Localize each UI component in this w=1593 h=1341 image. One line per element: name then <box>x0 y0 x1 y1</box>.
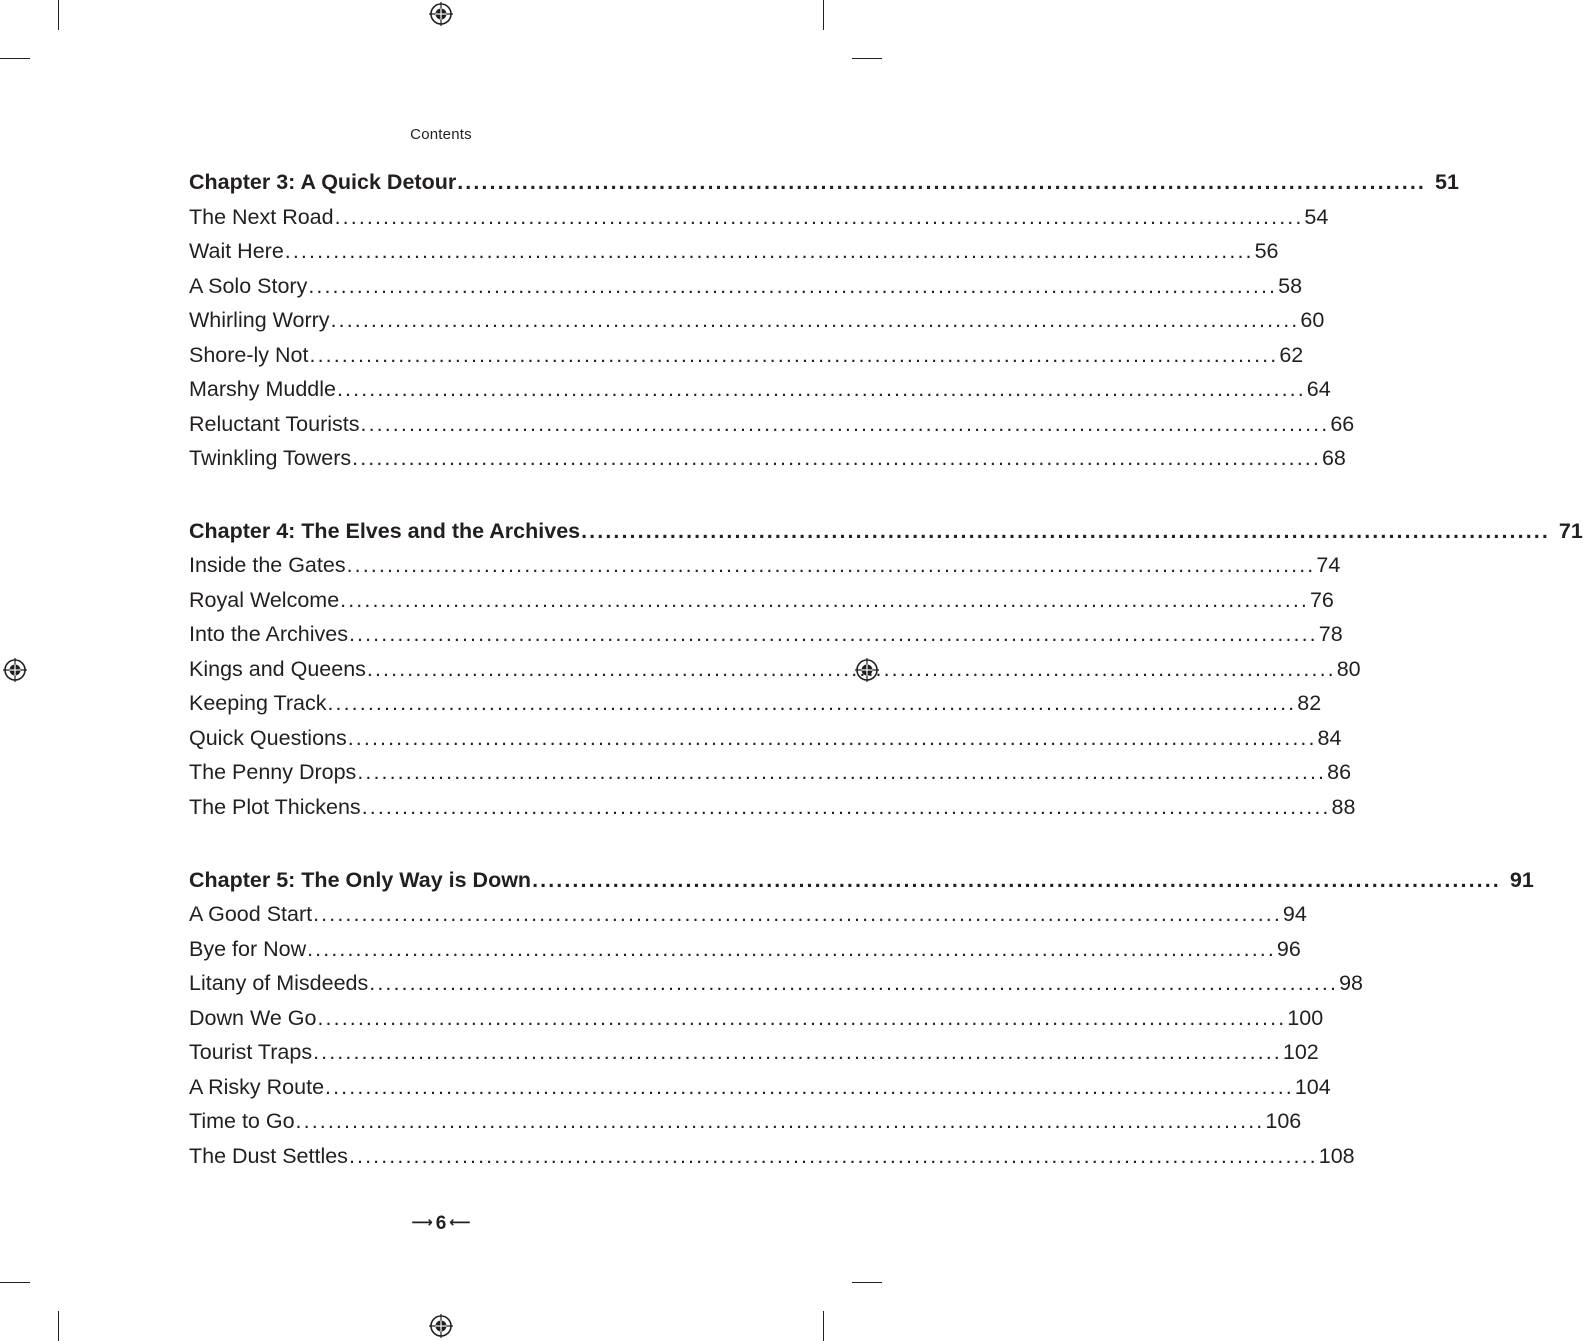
entry-title: Quick Questions <box>189 725 347 750</box>
entry-page-number: 108 <box>1318 1143 1355 1168</box>
entry-title: A Risky Route <box>189 1074 325 1099</box>
entry-title: Litany of Misdeeds <box>189 971 369 996</box>
crop-mark-top-left <box>58 0 59 30</box>
chapter-title: Chapter 5: The Only Way is Down <box>189 867 532 892</box>
dot-leader: ........................................................................................................................ <box>361 794 1331 819</box>
entry-title: The Dust Settles <box>189 1143 348 1168</box>
entry-title: A Good Start <box>189 902 313 927</box>
entry-title: The Next Road <box>189 204 334 229</box>
chapter-5-section <box>189 867 1534 1179</box>
toc-entry[interactable] <box>189 273 1303 309</box>
entry-title: Keeping Track <box>189 691 327 716</box>
registration-mark-bottom-icon <box>429 1314 453 1338</box>
entry-page-number: 86 <box>1327 760 1352 785</box>
entry-title: Wait Here <box>189 239 284 263</box>
chapter-title: Chapter 4: The Elves and the Archives <box>189 518 581 543</box>
crop-mark-bottom-right <box>823 1311 824 1341</box>
entry-title: Into the Archives <box>189 622 348 647</box>
dot-leader: ........................................................................................................................ <box>369 971 1339 996</box>
dot-leader: ........................................................................................................................ <box>307 936 1276 961</box>
chapter-page-number: 91 <box>1509 867 1534 892</box>
entry-page-number: 64 <box>1306 377 1331 401</box>
dot-leader: ........................................................................................................................ <box>334 204 1304 229</box>
crop-mark-top-right <box>823 0 824 30</box>
toc-entry[interactable] <box>189 622 1343 657</box>
dot-leader: ........................................................................................................................ <box>346 553 1316 578</box>
entry-title: Twinkling Towers <box>189 446 352 470</box>
dot-leader: ........................................................................................................................ <box>348 1143 1318 1168</box>
dot-leader: ........................................................................................................................ <box>284 239 1254 263</box>
chapter-5-heading[interactable] <box>189 867 1534 903</box>
dot-leader: ........................................................................................................................ <box>348 622 1318 647</box>
entry-page-number: 104 <box>1294 1074 1331 1099</box>
crop-mark-bottom-left <box>58 1311 59 1341</box>
toc-entry[interactable] <box>189 1005 1324 1041</box>
entry-page-number: 62 <box>1279 342 1304 367</box>
entry-page-number: 100 <box>1287 1005 1324 1030</box>
dot-leader: ........................................................................................................................ <box>347 725 1317 750</box>
entry-title: Time to Go <box>189 1109 295 1134</box>
chapter-page-number: 51 <box>1435 170 1459 194</box>
toc-entry[interactable] <box>189 1074 1331 1110</box>
chapter-3-section <box>189 170 1459 481</box>
toc-entry[interactable] <box>189 1040 1319 1075</box>
dot-leader: ........................................................................................................................ <box>309 342 1279 367</box>
toc-entry[interactable] <box>189 760 1352 795</box>
arrow-right-icon: ⟶ <box>411 1214 433 1231</box>
entry-page-number: 56 <box>1254 239 1279 263</box>
entry-page-number: 58 <box>1278 273 1303 298</box>
toc-entry[interactable] <box>189 1109 1302 1144</box>
toc-entry[interactable] <box>189 411 1355 447</box>
entry-page-number: 76 <box>1309 587 1334 612</box>
dot-leader: ........................................................................................................................ <box>366 656 1336 681</box>
toc-entry[interactable] <box>189 902 1307 937</box>
entry-page-number: 78 <box>1318 622 1343 647</box>
entry-page-number: 102 <box>1282 1040 1319 1065</box>
dot-leader: ........................................................................................................................ <box>360 411 1330 436</box>
chapter-4-heading[interactable] <box>189 518 1583 554</box>
dot-leader: ........................................................................................................................ <box>313 1040 1282 1065</box>
entry-title: The Plot Thickens <box>189 794 361 819</box>
chapter-title: Chapter 3: A Quick Detour <box>189 170 457 194</box>
entry-title: Down We Go <box>189 1005 317 1030</box>
toc-entry[interactable] <box>189 377 1331 412</box>
entry-page-number: 84 <box>1317 725 1342 750</box>
page-folio <box>0 1213 882 1235</box>
registration-mark-top-icon <box>429 2 453 26</box>
chapter-3-heading[interactable] <box>189 170 1459 205</box>
crop-mark-left-top <box>0 58 30 59</box>
toc-entry[interactable] <box>189 204 1329 240</box>
dot-leader: ........................................................................................................................ <box>357 760 1327 785</box>
entry-page-number: 94 <box>1282 902 1307 927</box>
toc-entry[interactable] <box>189 342 1304 378</box>
entry-title: Kings and Queens <box>189 656 366 681</box>
toc-entry[interactable] <box>189 553 1341 588</box>
chapter-page-number: 71 <box>1558 518 1583 543</box>
entry-page-number: 54 <box>1304 204 1329 229</box>
dot-leader: ........................................................................................................................ <box>457 170 1427 194</box>
dot-leader: ........................................................................................................................ <box>325 1074 1294 1099</box>
toc-entry[interactable] <box>189 1143 1355 1179</box>
dot-leader: ........................................................................................................................ <box>308 273 1278 298</box>
entry-title: Whirling Worry <box>189 308 330 332</box>
dot-leader: ........................................................................................................................ <box>295 1109 1265 1134</box>
dot-leader: ........................................................................................................................ <box>340 587 1309 612</box>
entry-title: Shore-ly Not <box>189 342 309 367</box>
entry-title: Bye for Now <box>189 936 307 961</box>
entry-page-number: 60 <box>1300 308 1325 332</box>
dot-leader: ........................................................................................................................ <box>336 377 1306 401</box>
toc-entry[interactable] <box>189 239 1279 274</box>
arrow-left-icon: ⟵ <box>449 1214 471 1231</box>
crop-mark-right-bottom <box>852 1282 882 1283</box>
dot-leader: ........................................................................................................................ <box>313 902 1282 927</box>
toc-entry[interactable] <box>189 971 1363 1006</box>
entry-title: Marshy Muddle <box>189 377 336 401</box>
registration-mark-left-icon <box>3 658 27 682</box>
entry-page-number: 98 <box>1339 971 1363 996</box>
page-number: 6 <box>435 1213 447 1234</box>
dot-leader: ........................................................................................................................ <box>352 446 1321 470</box>
entry-page-number: 82 <box>1297 691 1322 716</box>
crop-mark-right-top <box>852 58 882 59</box>
toc-entry[interactable] <box>189 691 1322 726</box>
running-head: Contents <box>410 126 472 143</box>
toc-entry[interactable] <box>189 587 1334 623</box>
toc-entry[interactable] <box>189 308 1325 343</box>
crop-mark-left-bottom <box>0 1282 30 1283</box>
entry-title: A Solo Story <box>189 273 308 298</box>
entry-page-number: 80 <box>1336 656 1361 681</box>
dot-leader: ........................................................................................................................ <box>330 308 1300 332</box>
table-of-contents <box>189 170 1583 1178</box>
dot-leader: ........................................................................................................................ <box>532 867 1501 892</box>
toc-entry[interactable] <box>189 725 1342 761</box>
entry-page-number: 96 <box>1276 936 1301 961</box>
toc-entry[interactable] <box>189 656 1361 692</box>
chapter-4-section <box>189 518 1583 830</box>
toc-entry[interactable] <box>189 936 1301 972</box>
dot-leader: ........................................................................................................................ <box>317 1005 1287 1030</box>
entry-title: The Penny Drops <box>189 760 357 785</box>
entry-page-number: 74 <box>1316 553 1341 578</box>
dot-leader: ........................................................................................................................ <box>581 518 1550 543</box>
toc-entry[interactable] <box>189 794 1356 830</box>
toc-entry[interactable] <box>189 446 1346 481</box>
entry-title: Reluctant Tourists <box>189 411 360 436</box>
entry-page-number: 68 <box>1321 446 1346 470</box>
dot-leader: ........................................................................................................................ <box>327 691 1297 716</box>
entry-page-number: 88 <box>1331 794 1356 819</box>
entry-title: Tourist Traps <box>189 1040 313 1065</box>
entry-page-number: 106 <box>1265 1109 1302 1134</box>
entry-page-number: 66 <box>1330 411 1355 436</box>
entry-title: Royal Welcome <box>189 587 340 612</box>
entry-title: Inside the Gates <box>189 553 346 578</box>
